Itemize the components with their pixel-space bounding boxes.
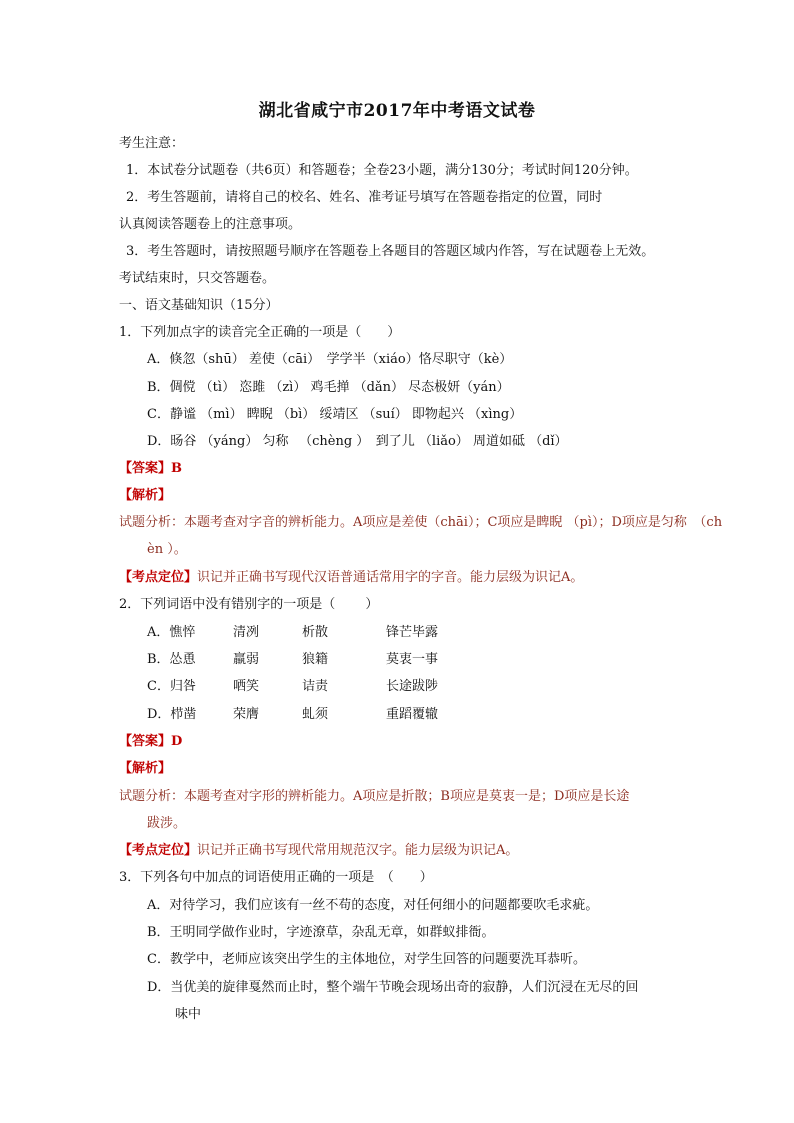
q1-stem: 1．下列加点字的读音完全正确的一项是（ ） — [119, 325, 401, 340]
q3-stem: 3．下列各句中加点的词语使用正确的一项是 （ ） — [119, 870, 433, 885]
q2-d-word-2: 荣膺 — [233, 707, 260, 722]
q1-answer — [119, 461, 182, 477]
q2-a-word-4: 锋芒毕露 — [386, 625, 439, 640]
q2-point-label: 【考点定位】 — [119, 843, 198, 858]
q3-option-d-line-1: D．当优美的旋律戛然而止时，整个端午节晚会现场出奇的寂静，人们沉浸在无尽的回 — [147, 980, 639, 995]
q1-analysis-line-1: 试题分析：本题考查对字音的辨析能力。A项应是差使（chāi）；C项应是睥睨 （pì）；D项应是匀称 （ch — [119, 515, 723, 530]
notice-line-1: 1．本试卷分试题卷（共6页）和答题卷；全卷23小题，满分130分；考试时间120分钟。 — [126, 163, 638, 178]
q1-point — [119, 570, 583, 586]
q2-stem: 2．下列词语中没有错别字的一项是（ ） — [119, 597, 379, 612]
q2-c-word-3: 诘责 — [302, 679, 329, 694]
q2-answer-label: 【答案】 — [119, 734, 172, 749]
q1-point-label: 【考点定位】 — [119, 570, 198, 585]
notice-heading: 考生注意： — [119, 136, 185, 151]
q2-c-word-2: 哂笑 — [233, 679, 260, 694]
section-heading: 一、语文基础知识（15分） — [119, 298, 279, 313]
page-title: 湖北省咸宁市2017年中考语文试卷 — [258, 101, 536, 121]
q2-analysis-line-2: 跋涉。 — [147, 816, 187, 831]
notice-line-3: 3．考生答题时，请按照题号顺序在答题卷上各题目的答题区域内作答，写在试题卷上无效。 — [126, 244, 655, 259]
q2-analysis-label: 【解析】 — [119, 761, 172, 776]
q1-analysis-label: 【解析】 — [119, 488, 172, 503]
q3-option-d-line-2: 味中 — [175, 1007, 202, 1022]
q2-answer-value: D — [171, 734, 183, 749]
q2-b-word-1: B．怂恿 — [147, 652, 196, 667]
q1-analysis-line-2: èn ）。 — [147, 542, 187, 557]
q1-option-d: D．旸谷 （yáng） 匀称 （chèng ） 到了儿 （liǎo） 周道如砥 （dǐ） — [147, 434, 568, 449]
q2-a-word-1: A．憔悴 — [147, 625, 196, 640]
q2-b-word-3: 狼籍 — [302, 652, 329, 667]
q3-option-a: A．对待学习，我们应该有一丝不苟的态度，对任何细小的问题都要吹毛求疵。 — [147, 898, 599, 913]
q1-point-text: 识记并正确书写现代汉语普通话常用字的字音。能力层级为识记A。 — [197, 570, 584, 585]
q1-answer-label: 【答案】 — [119, 461, 172, 476]
q1-option-a: A．倏忽（shū） 差使（cāi） 学学半（xiáo）恪尽职守（kè） — [147, 352, 513, 367]
notice-line-2a: 2．考生答题前，请将自己的校名、姓名、准考证号填写在答题卷指定的位置，同时 — [126, 190, 603, 205]
q2-a-word-3: 析散 — [302, 625, 329, 640]
q1-answer-value: B — [171, 461, 183, 476]
q2-b-word-4: 莫衷一事 — [386, 652, 439, 667]
q2-point — [119, 843, 518, 859]
q3-option-b: B．王明同学做作业时，字迹潦草，杂乱无章，如群蚁排衙。 — [147, 925, 495, 940]
q2-point-text: 识记并正确书写现代常用规范汉字。能力层级为识记A。 — [197, 843, 519, 858]
q2-d-word-1: D．栉凿 — [147, 707, 197, 722]
q2-c-word-1: C．归咎 — [147, 679, 196, 694]
q2-d-word-4: 重蹈覆辙 — [386, 707, 439, 722]
q2-answer — [119, 734, 182, 750]
q3-option-c: C．教学中，老师应该突出学生的主体地位，对学生回答的问题要洗耳恭听。 — [147, 952, 586, 967]
q2-c-word-4: 长途跋陟 — [386, 679, 439, 694]
q2-b-word-2: 羸弱 — [233, 652, 260, 667]
q2-a-word-2: 清冽 — [233, 625, 260, 640]
q1-option-c: C．静谧 （mì） 睥睨 （bì） 绥靖区 （suí） 即物起兴 （xìng） — [147, 407, 523, 422]
q2-analysis-line-1: 试题分析：本题考查对字形的辨析能力。A项应是折散；B项应是莫衷一是；D项应是长途 — [119, 789, 630, 804]
notice-line-4: 考试结束时，只交答题卷。 — [119, 271, 276, 286]
q1-option-b: B．倜傥 （tì） 恣雎 （zì） 鸡毛掸 （dǎn） 尽态极妍（yán） — [147, 380, 510, 395]
q2-d-word-3: 虬须 — [302, 707, 329, 722]
notice-line-2b: 认真阅读答题卷上的注意事项。 — [119, 217, 302, 232]
